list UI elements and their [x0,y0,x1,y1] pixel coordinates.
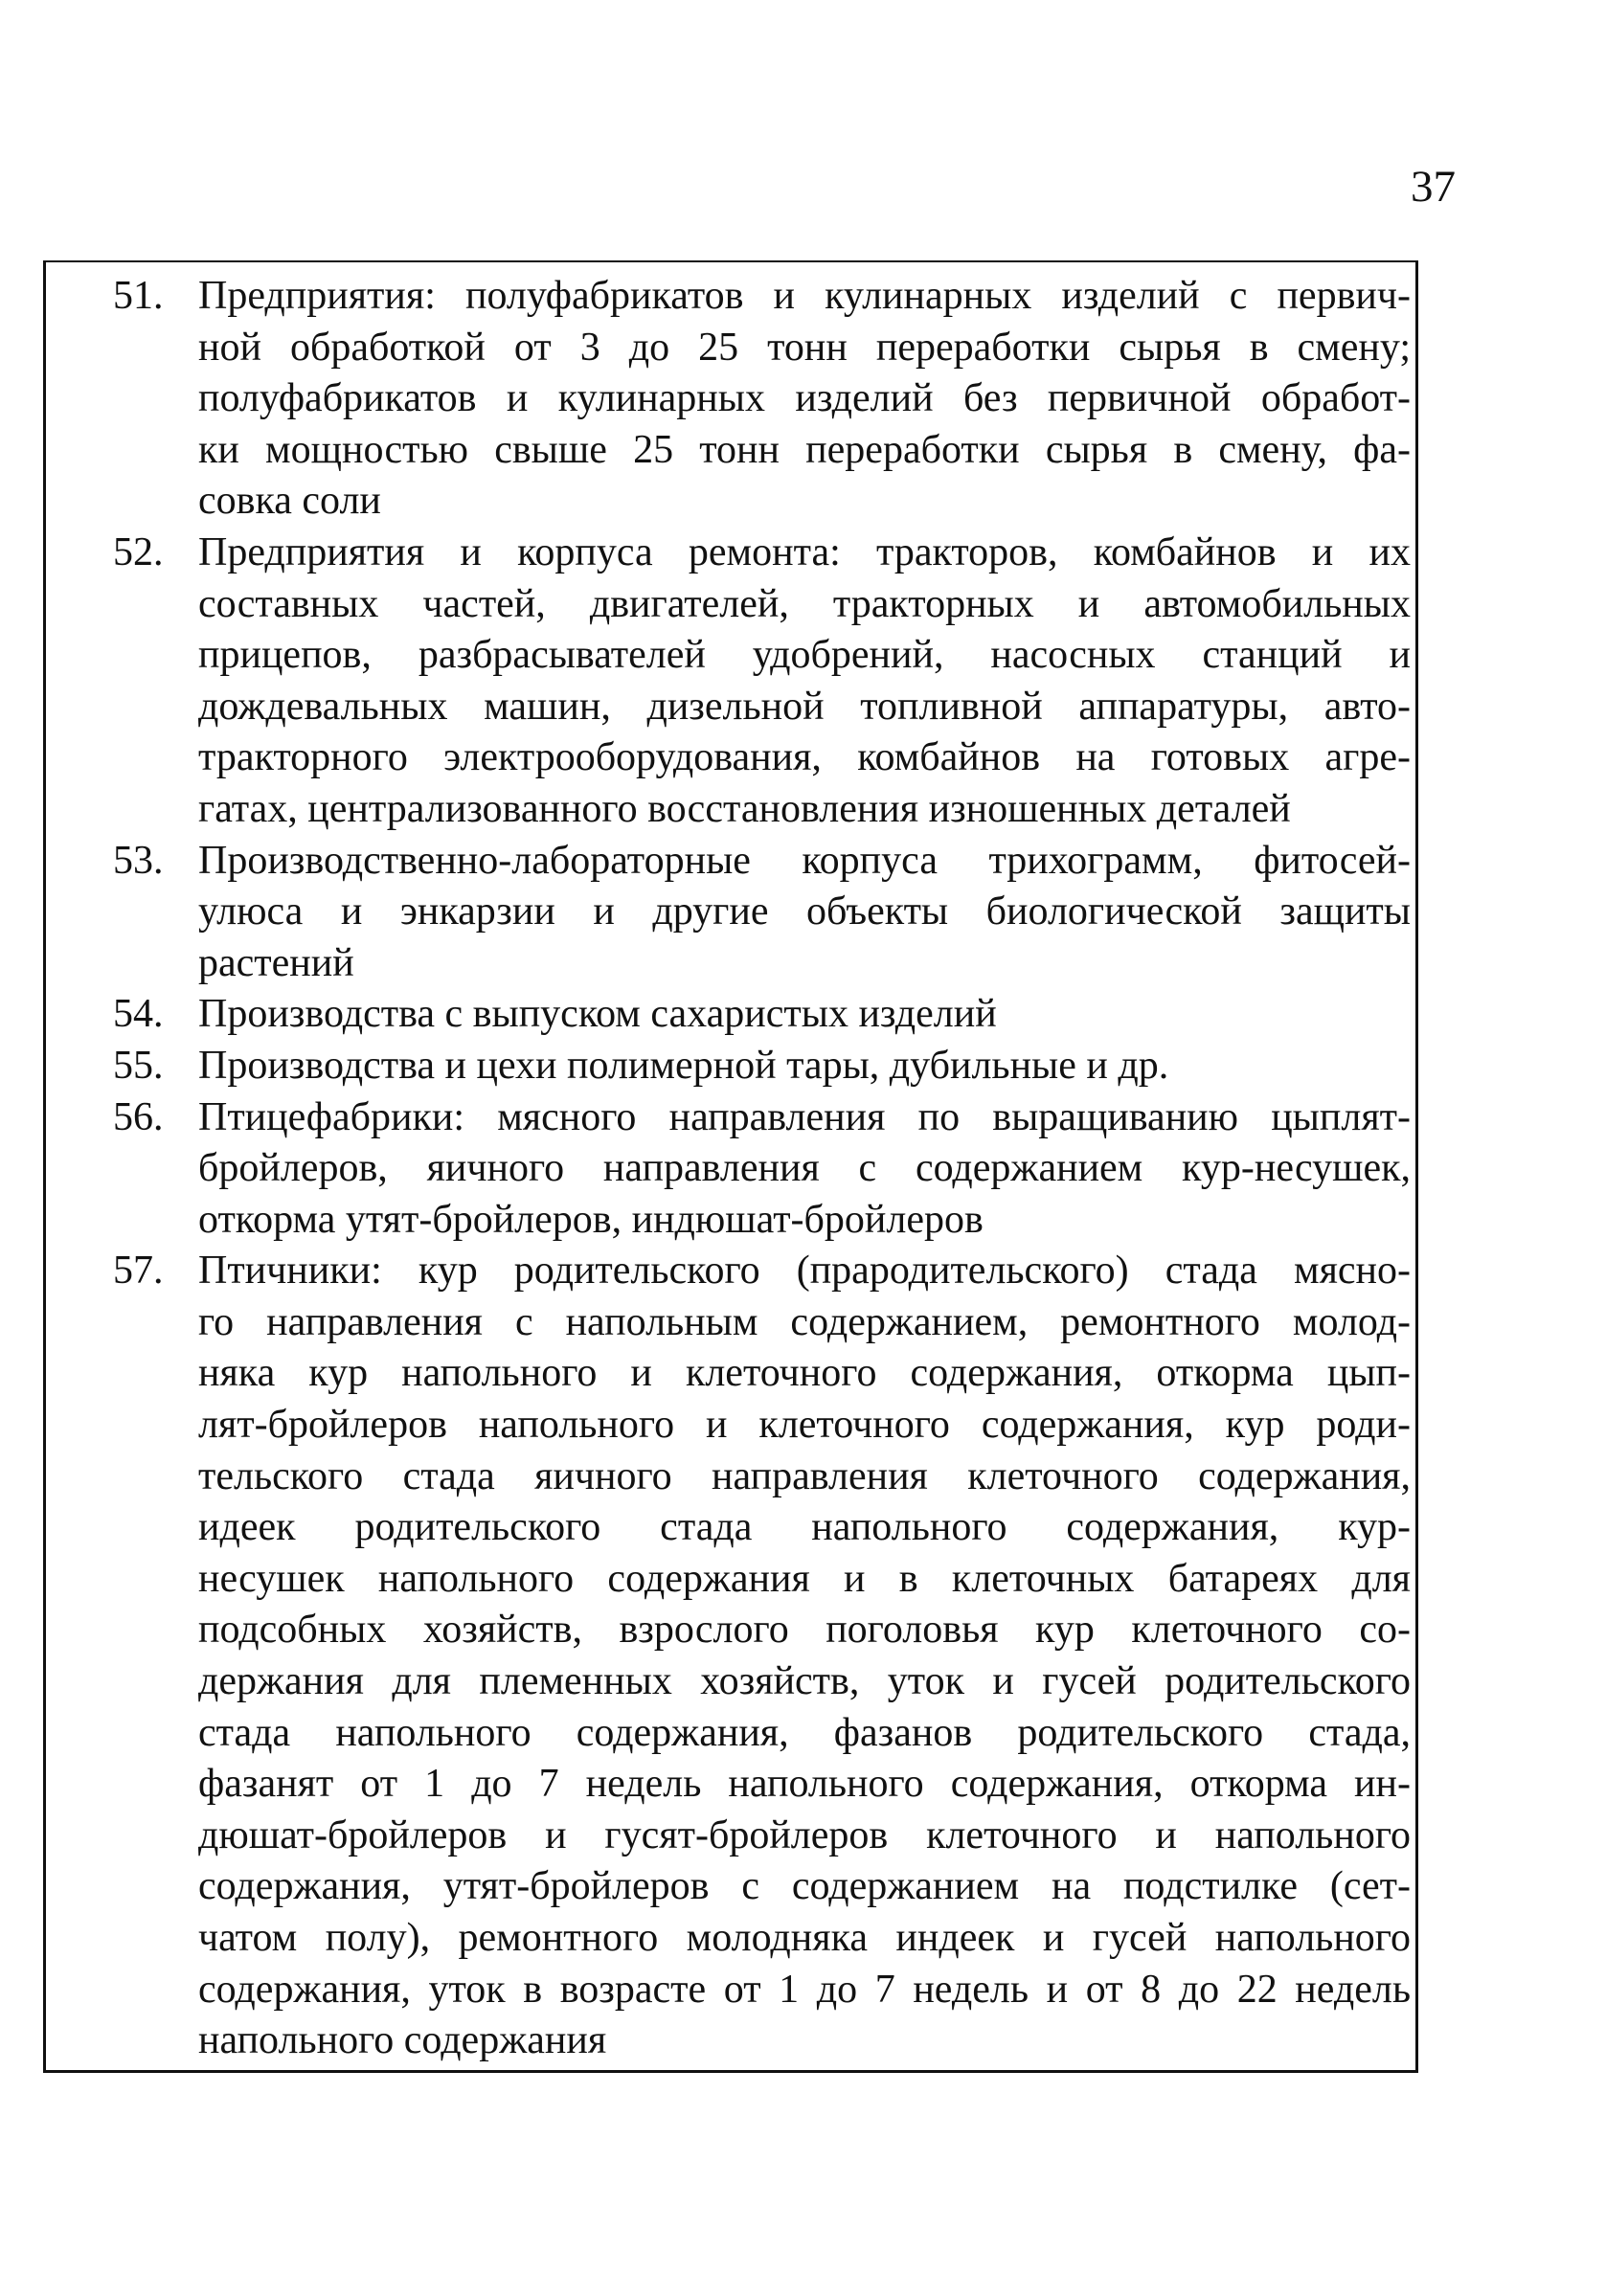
list-item [67,989,1422,1041]
list-item [67,271,1422,528]
item-text-line: чатом полу), ремонтного молодняка индеек и гусей напольного [198,1916,1411,1960]
item-number: 55. [113,1043,164,1088]
item-text-line: прицепов, разбрасывателей удобрений, насосных станций и [198,633,1411,678]
item-text-line: Птичники: кур родительского (прародительского) стада мясно- [198,1249,1411,1294]
item-text-line: Предприятия: полуфабрикатов и кулинарных изделий с первич- [198,274,1411,318]
item-text-line: ной обработкой от 3 до 25 тонн переработки сырья в смену; [198,325,1411,370]
item-text-line: Птицефабрики: мясного направления по выращиванию цыплят- [198,1094,1411,1139]
item-text-line: содержания, утят-бройлеров с содержанием на подстилке (сет- [198,1864,1411,1909]
item-number: 51. [113,274,164,318]
item-text-line: содержания, уток в возрасте от 1 до 7 недель и от 8 до 22 недель [198,1967,1411,2012]
item-text-line: несушек напольного содержания и в клеточных батареях для [198,1556,1411,1601]
item-text-line: подсобных хозяйств, взрослого поголовья кур клеточного со- [198,1608,1411,1653]
item-text-line: дюшат-бройлеров и гусят-бройлеров клеточного и напольного [198,1812,1411,1857]
item-number: 56. [113,1094,164,1139]
item-text-line: гатах, централизованного восстановления изношенных деталей [198,786,1291,831]
item-text-line: дождевальных машин, дизельной топливной аппаратуры, авто- [198,684,1411,729]
item-text-line: составных частей, двигателей, тракторных и автомобильных [198,581,1411,626]
enterprise-list [67,271,1422,2067]
list-item [67,1092,1422,1247]
item-number: 52. [113,529,164,574]
item-text-line: совка соли [198,479,381,524]
item-number: 54. [113,992,164,1037]
list-item [67,836,1422,990]
item-text-line: го направления с напольным содержанием, ремонтного молод- [198,1299,1411,1344]
item-text-line: бройлеров, яичного направления с содержанием кур-несушек, [198,1146,1411,1191]
item-text-line: стада напольного содержания, фазанов родительского стада, [198,1710,1411,1755]
item-text-line: идеек родительского стада напольного содержания, кур- [198,1505,1411,1550]
item-number: 53. [113,838,164,883]
list-item [67,1041,1422,1092]
list-item [67,528,1422,836]
item-number: 57. [113,1249,164,1294]
item-text-line: тракторного электрооборудования, комбайнов на готовых агре- [198,735,1411,780]
item-text-line: напольного содержания [198,2018,607,2063]
item-text-line: Производственно-лабораторные корпуса трихограмм, фитосей- [198,838,1411,883]
item-text-line: ки мощностью свыше 25 тонн переработки сырья в смену, фа- [198,427,1411,472]
item-text-line: фазанят от 1 до 7 недель напольного содержания, откорма ин- [198,1762,1411,1807]
page-number: 37 [1411,162,1456,212]
item-text-line: держания для племенных хозяйств, уток и гусей родительского [198,1659,1411,1704]
item-text-line: полуфабрикатов и кулинарных изделий без первичной обработ- [198,376,1411,421]
item-text-line: тельского стада яичного направления клеточного содержания, [198,1453,1411,1498]
item-text-line: Производства и цехи полимерной тары, дубильные и др. [198,1043,1169,1088]
item-text-line: Производства с выпуском сахаристых изделий [198,992,997,1037]
item-text-line: Предприятия и корпуса ремонта: тракторов, комбайнов и их [198,529,1411,574]
item-text-line: откорма утят-бройлеров, индюшат-бройлеров [198,1197,984,1242]
item-text-line: няка кур напольного и клеточного содержания, откорма цып- [198,1351,1411,1396]
item-text-line: растений [198,940,354,985]
list-item [67,1246,1422,2067]
item-text-line: лят-бройлеров напольного и клеточного содержания, кур роди- [198,1403,1411,1448]
item-text-line: улюса и энкарзии и другие объекты биологической защиты [198,889,1411,934]
